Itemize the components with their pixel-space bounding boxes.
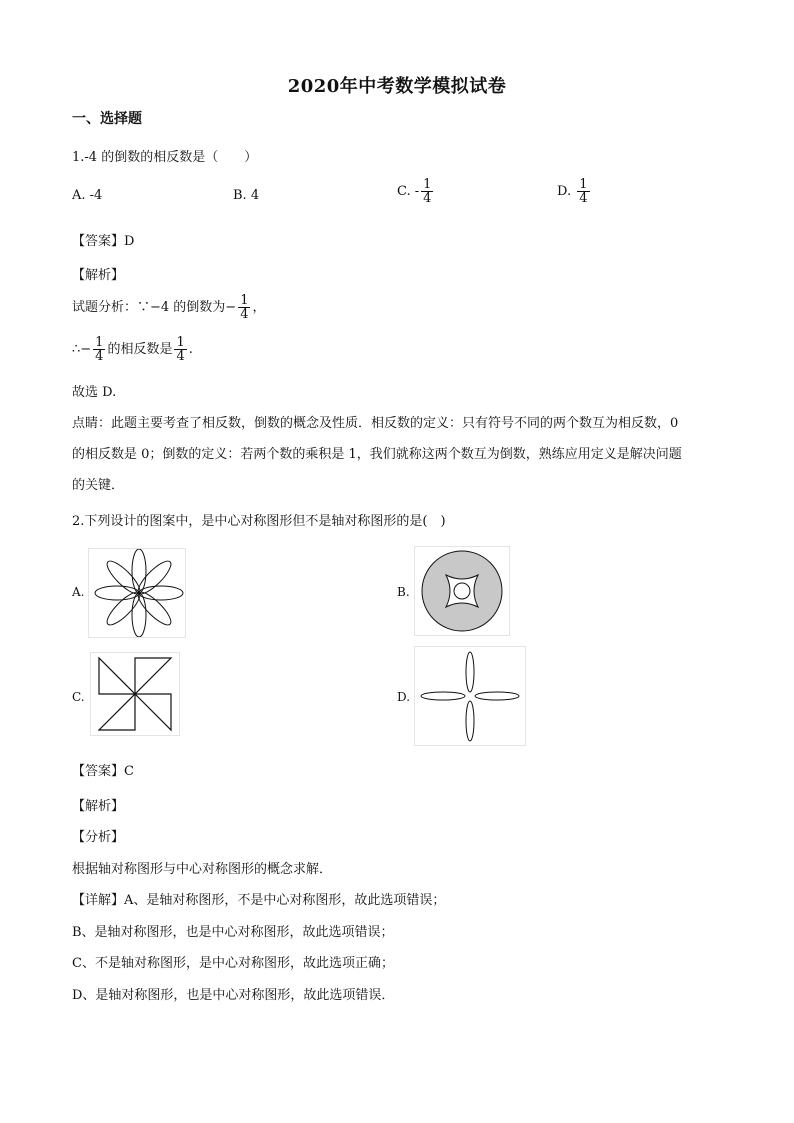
q1-comment-line3: 的关键．: [72, 478, 125, 493]
q2-detail-line3: C、不是轴对称图形，是中心对称图形，故此选项正确；: [72, 956, 394, 971]
q1-sol2-numerator-a: 1: [95, 335, 104, 350]
center-circle: [454, 583, 470, 599]
q1-option-d: [557, 178, 592, 205]
q1-sol1-suffix: ，: [252, 300, 266, 315]
q2-figure-a-flower: [88, 548, 186, 638]
q1-sol1-denominator: 4: [240, 307, 249, 322]
q1-solution-line2: [72, 336, 193, 363]
q1-comment-line1: 点睛：此题主要考查了相反数，倒数的概念及性质．相反数的定义：只有符号不同的两个数互为相反数，0: [72, 416, 679, 431]
q1-option-d-fraction: [577, 178, 589, 205]
q2-detail-line4: D、是轴对称图形，也是中心对称图形，故此选项错误．: [72, 988, 395, 1003]
pinwheel-blade: [135, 658, 171, 694]
petal: [134, 588, 175, 629]
q1-sol2-fraction-b: [174, 336, 186, 363]
q2-label-a: A.: [72, 585, 85, 599]
pinwheel-blade: [99, 658, 135, 694]
q2-label-b: B.: [397, 585, 410, 599]
q1-solution-line1: [72, 294, 266, 321]
q1-sol2-denominator-a: 4: [95, 349, 104, 364]
q1-option-d-numerator: 1: [579, 177, 588, 192]
q2-detail-line2: B、是轴对称图形，也是中心对称图形，故此选项错误；: [72, 925, 394, 940]
q2-label-c: C.: [72, 690, 85, 704]
section-heading: 一、选择题: [72, 111, 142, 127]
petal: [103, 557, 144, 598]
leaf-right: [475, 692, 519, 700]
q1-sol1-prefix: 试题分析：∵−4 的倒数为−: [72, 300, 237, 315]
leaf-left: [421, 692, 465, 700]
q1-analysis-label: 【解析】: [72, 268, 125, 283]
q1-option-d-prefix: D.: [557, 184, 576, 199]
q2-figure-b-disc: [414, 546, 510, 636]
q2-analysis-label: 【解析】: [72, 799, 125, 814]
q2-fenxi-text: 根据轴对称图形与中心对称图形的概念求解．: [72, 862, 333, 877]
q1-sol2-numerator-b: 1: [176, 335, 185, 350]
q1-option-c-fraction: [421, 178, 433, 205]
q1-option-b: B. 4: [233, 188, 260, 203]
q1-option-d-denominator: 4: [579, 191, 588, 206]
q1-sol1-fraction: [238, 294, 250, 321]
q1-option-c-denominator: 4: [423, 191, 432, 206]
pinwheel-blade: [135, 694, 171, 730]
q2-stem: 2.下列设计的图案中，是中心对称图形但不是轴对称图形的是( ): [72, 514, 446, 529]
q2-fenxi-label: 【分析】: [72, 830, 125, 845]
q1-solution-line3: 故选 D.: [72, 385, 117, 400]
q1-option-c-numerator: 1: [423, 177, 432, 192]
q1-stem: 1.-4 的倒数的相反数是（ ）: [72, 150, 258, 165]
q1-answer: 【答案】D: [72, 234, 135, 249]
q1-sol2-fraction-a: [93, 336, 105, 363]
q2-label-d: D.: [397, 690, 411, 704]
leaf-bottom: [466, 701, 474, 741]
q1-comment-line2: 的相反数是 0；倒数的定义：若两个数的乘积是 1，我们就称这两个数互为倒数，熟练应用定义是解决问题: [72, 447, 682, 462]
q1-sol2-denominator-b: 4: [176, 349, 185, 364]
page-title: 2020年中考数学模拟试卷: [287, 76, 507, 97]
q1-sol2-mid: 的相反数是: [107, 342, 173, 357]
petal: [134, 557, 175, 598]
q1-option-c-prefix: C. -: [397, 184, 420, 199]
petal: [103, 588, 144, 629]
q2-answer: 【答案】C: [72, 764, 134, 779]
q2-figure-c-pinwheel: [90, 652, 180, 736]
q1-option-c: [397, 178, 435, 205]
q1-sol2-prefix: ∴−: [72, 342, 92, 357]
pinwheel-blade: [99, 694, 135, 730]
q1-sol1-numerator: 1: [240, 293, 249, 308]
q2-detail-line1: 【详解】A、是轴对称图形，不是中心对称图形，故此选项错误；: [72, 893, 446, 908]
q1-option-a: A. -4: [72, 188, 103, 203]
leaf-top: [466, 652, 474, 692]
q2-figure-d-cross-leaves: [414, 646, 526, 746]
q1-sol2-suffix: .: [188, 342, 193, 357]
